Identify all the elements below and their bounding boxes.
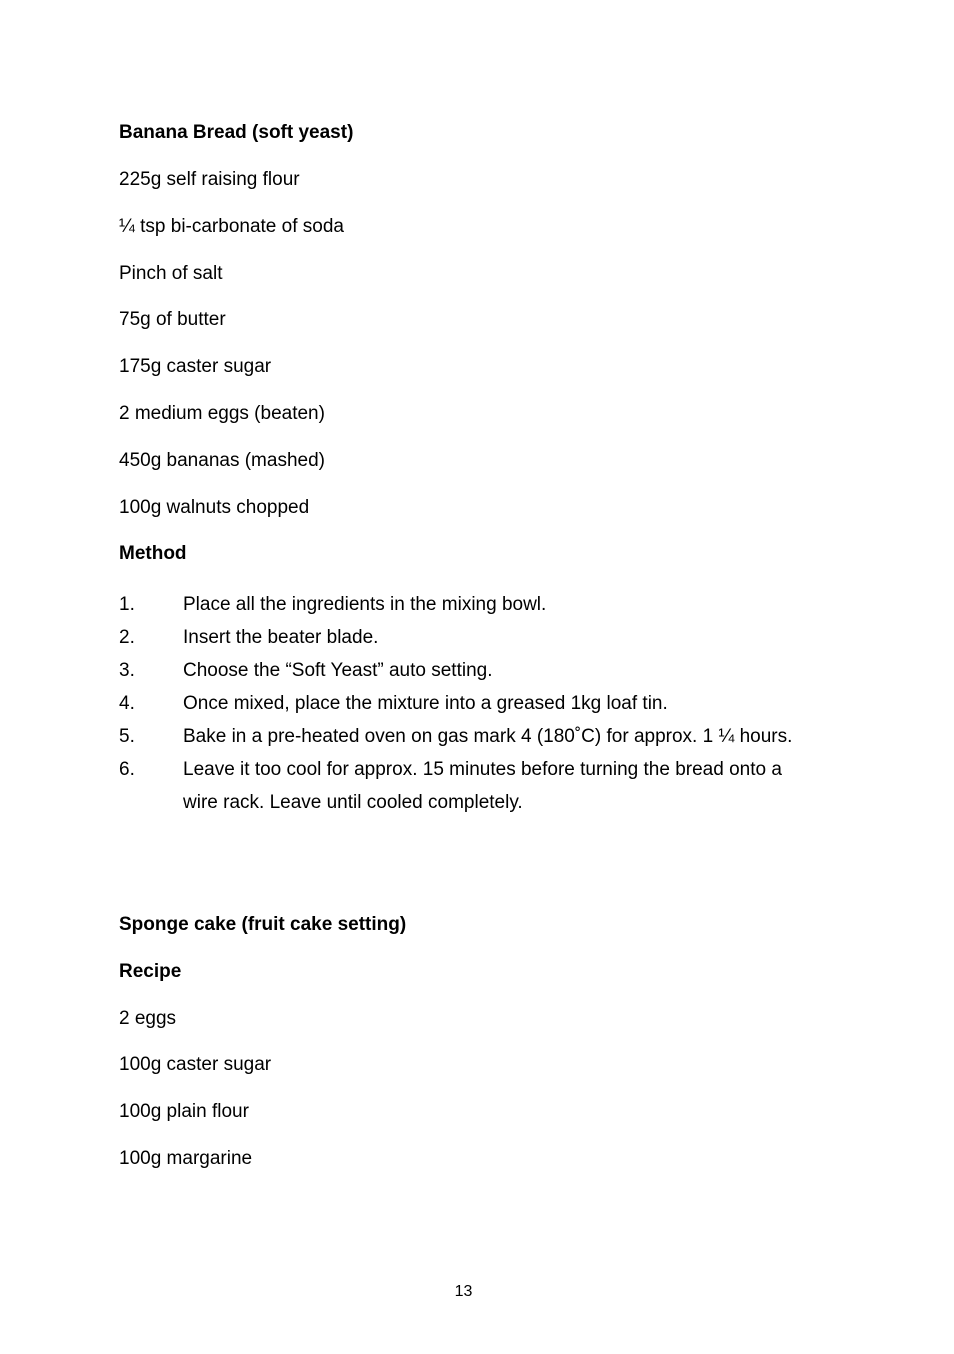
ingredient-line: 100g caster sugar [119, 1054, 272, 1075]
banana-bread-title: Banana Bread (soft yeast) [119, 122, 354, 143]
recipe-heading: Recipe [119, 961, 182, 982]
ingredient-line: 100g margarine [119, 1148, 253, 1169]
method-step [119, 588, 819, 621]
method-steps-list [119, 588, 819, 819]
method-step-text: Leave it too cool for approx. 15 minutes before turning the bread onto a wire rack. Leave until cooled completely. [183, 759, 782, 813]
method-heading: Method [119, 543, 187, 564]
ingredient-line: ¼ tsp bi-carbonate of soda [119, 216, 344, 237]
ingredient-line: Pinch of salt [119, 263, 223, 284]
ingredient-line: 2 medium eggs (beaten) [119, 403, 325, 424]
method-step-text: Once mixed, place the mixture into a greased 1kg loaf tin. [183, 693, 668, 714]
method-step-text: Place all the ingredients in the mixing bowl. [183, 594, 547, 615]
ingredient-line: 2 eggs [119, 1008, 177, 1029]
method-step-number: 1. [119, 594, 135, 615]
ingredient-line: 75g of butter [119, 309, 226, 330]
method-step-number: 3. [119, 660, 135, 681]
ingredient-line: 225g self raising flour [119, 169, 300, 190]
ingredient-line: 175g caster sugar [119, 356, 272, 377]
method-step [119, 720, 819, 753]
method-step [119, 753, 819, 819]
method-step-text: Bake in a pre-heated oven on gas mark 4 (180˚C) for approx. 1 ¼ hours. [183, 726, 793, 747]
ingredient-line: 450g bananas (mashed) [119, 450, 325, 471]
ingredient-line: 100g plain flour [119, 1101, 249, 1122]
method-step-text: Choose the “Soft Yeast” auto setting. [183, 660, 493, 681]
method-step-text: Insert the beater blade. [183, 627, 379, 648]
method-step [119, 621, 819, 654]
method-step-number: 5. [119, 726, 135, 747]
sponge-cake-title: Sponge cake (fruit cake setting) [119, 914, 407, 935]
ingredient-line: 100g walnuts chopped [119, 497, 310, 518]
method-step [119, 687, 819, 720]
method-step-number: 2. [119, 627, 135, 648]
method-step-number: 4. [119, 693, 135, 714]
method-step [119, 654, 819, 687]
page-number: 13 [454, 1283, 473, 1300]
method-step-number: 6. [119, 759, 135, 780]
